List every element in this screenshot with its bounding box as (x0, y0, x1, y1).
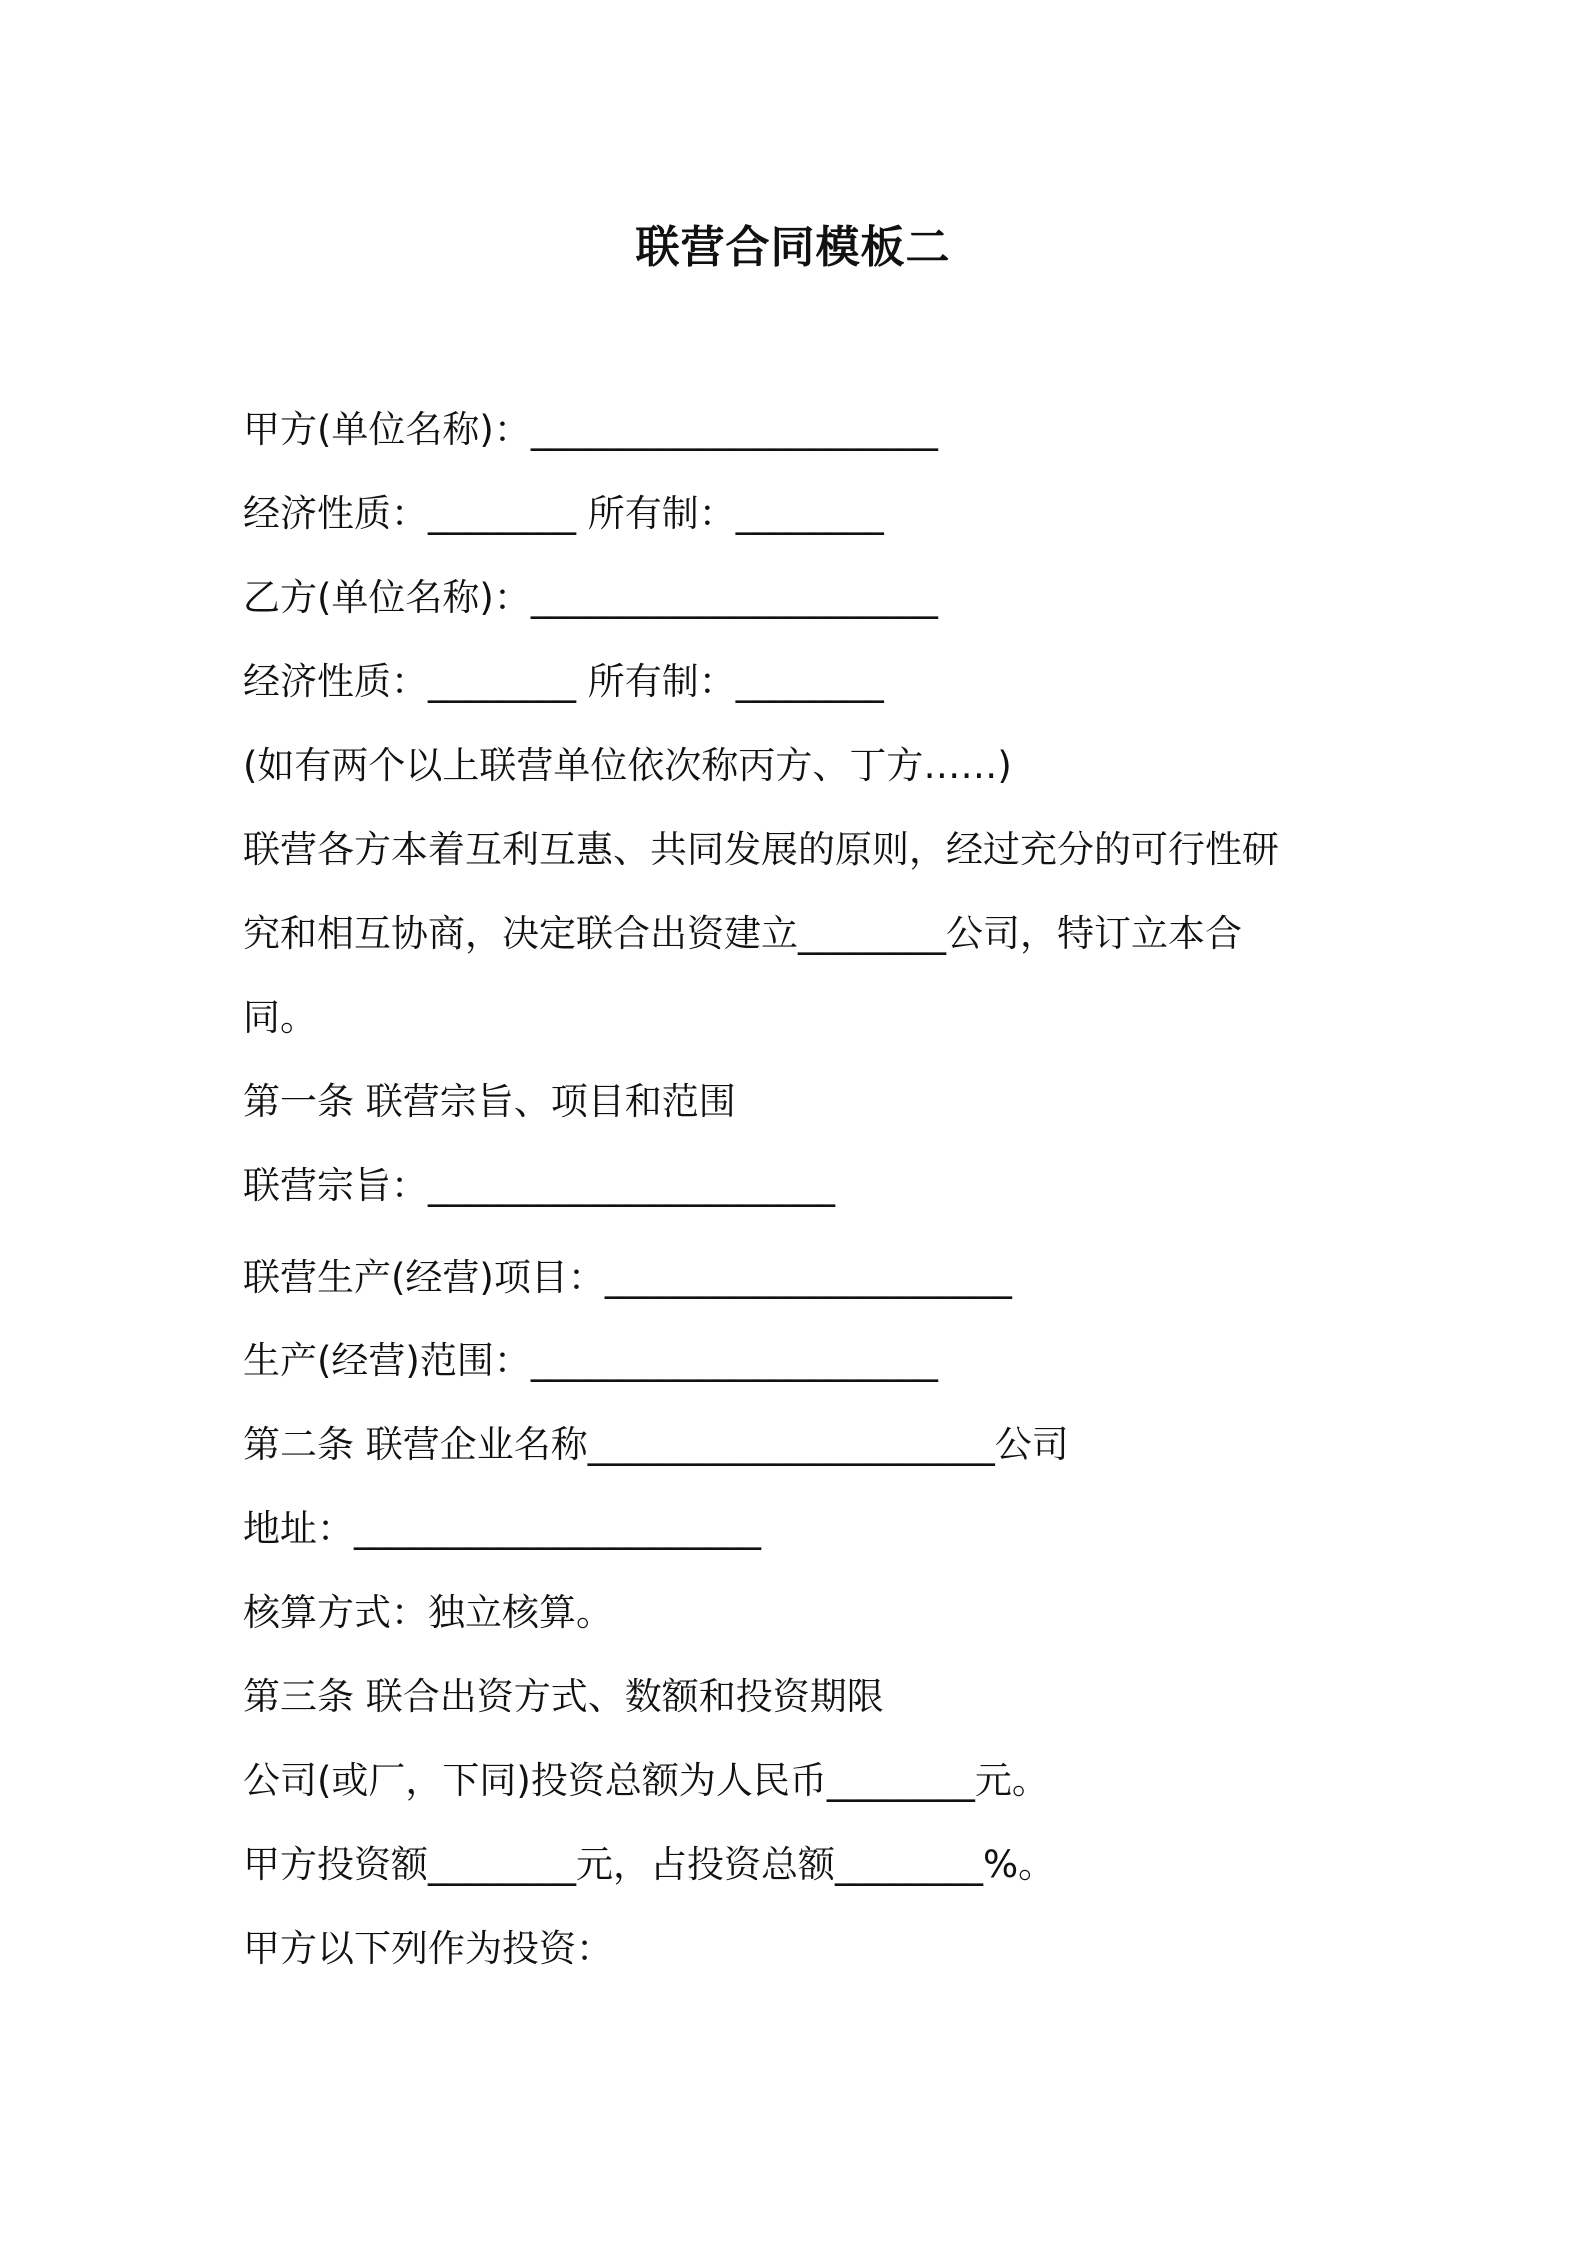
preamble-line-2: 究和相互协商，决定联合出资建立________公司，特订立本合 (243, 912, 1242, 955)
party-b-nature-line: 经济性质：________ 所有制：________ (243, 660, 884, 703)
article-1-heading: 第一条 联营宗旨、项目和范围 (243, 1080, 736, 1123)
scope-line: 生产(经营)范围：______________________ (243, 1339, 938, 1382)
project-line: 联营生产(经营)项目：______________________ (243, 1256, 1012, 1299)
party-a-investment-line: 甲方投资额________元，占投资总额________%。 (243, 1843, 1056, 1886)
party-a-investment-items-line: 甲方以下列作为投资： (243, 1927, 613, 1970)
purpose-line: 联营宗旨：______________________ (243, 1164, 835, 1207)
accounting-line: 核算方式：独立核算。 (243, 1591, 613, 1634)
additional-parties-note: (如有两个以上联营单位依次称丙方、丁方……) (243, 744, 1012, 787)
party-a-nature-line: 经济性质：________ 所有制：________ (243, 492, 884, 535)
party-a-name-line: 甲方(单位名称)：______________________ (243, 408, 938, 451)
address-line: 地址：______________________ (243, 1507, 761, 1550)
preamble-line-1: 联营各方本着互利互惠、共同发展的原则，经过充分的可行性研 (243, 828, 1279, 871)
party-b-name-line: 乙方(单位名称)：______________________ (243, 576, 938, 619)
article-2-heading: 第二条 联营企业名称______________________公司 (243, 1423, 1069, 1466)
article-3-heading: 第三条 联合出资方式、数额和投资期限 (243, 1675, 884, 1718)
preamble-line-3: 同。 (243, 996, 317, 1039)
total-investment-line: 公司(或厂，下同)投资总额为人民币________元。 (243, 1759, 1049, 1802)
document-title: 联营合同模板二 (635, 222, 951, 273)
